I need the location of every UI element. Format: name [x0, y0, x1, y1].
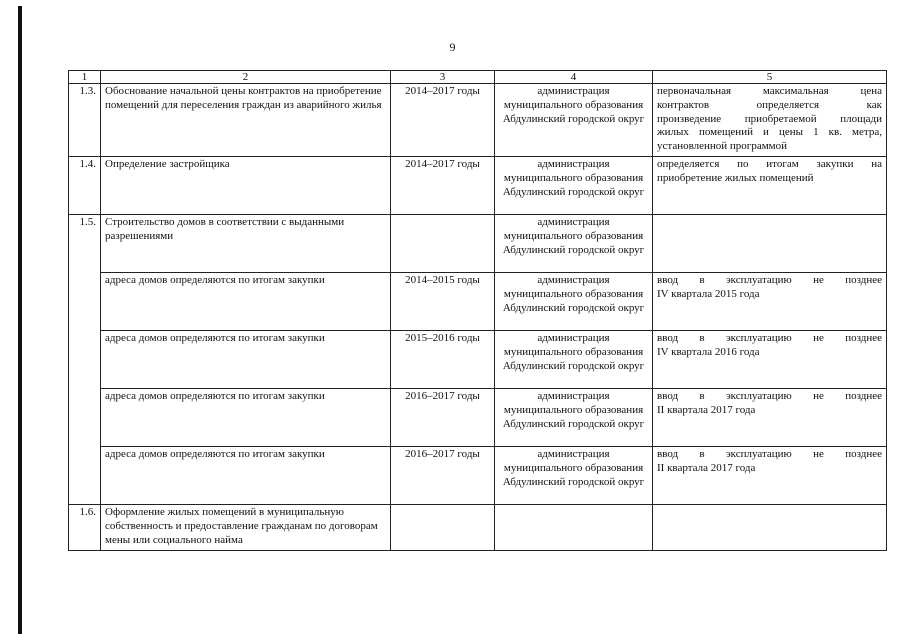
header-col-3: 3: [391, 71, 495, 84]
expected-result: [653, 214, 887, 272]
row-number: [69, 272, 101, 330]
header-col-2: 2: [101, 71, 391, 84]
expected-result: [653, 330, 887, 388]
result-line: контрактов определяется как: [657, 98, 882, 111]
scan-edge-bar: [18, 6, 22, 634]
header-col-1: 1: [69, 71, 101, 84]
header-col-5: 5: [653, 71, 887, 84]
header-row: [69, 71, 887, 84]
measure-description: Обоснование начальной цены контрактов на приобретение помещений для переселения граждан из аварийного жилья: [101, 84, 391, 157]
row-number: 1.6.: [69, 504, 101, 550]
row-number: 1.5.: [69, 214, 101, 272]
execution-term: 2015–2016 годы: [391, 330, 495, 388]
measure-description: адреса домов определяются по итогам закупки: [101, 446, 391, 504]
result-line: II квартала 2017 года: [657, 403, 756, 416]
execution-term: [391, 504, 495, 550]
responsible-executor: администрация муниципального образования Абдулинский городской округ: [495, 446, 653, 504]
table-row: [69, 214, 887, 272]
table-row: [69, 388, 887, 446]
result-line: IV квартала 2015 года: [657, 287, 760, 300]
responsible-executor: администрация муниципального образования Абдулинский городской округ: [495, 388, 653, 446]
result-line: определяется по итогам закупки на: [657, 157, 882, 170]
row-number: [69, 388, 101, 446]
result-line: ввод в эксплуатацию не позднее: [657, 273, 882, 286]
result-line: произведение приобретаемой площади: [657, 112, 882, 125]
execution-term: 2016–2017 годы: [391, 446, 495, 504]
expected-result: [653, 272, 887, 330]
expected-result: [653, 84, 887, 157]
row-number: 1.3.: [69, 84, 101, 157]
result-line: установленной программой: [657, 140, 788, 153]
header-col-4: 4: [495, 71, 653, 84]
result-line: ввод в эксплуатацию не позднее: [657, 447, 882, 460]
execution-term: 2016–2017 годы: [391, 388, 495, 446]
row-number: [69, 446, 101, 504]
table-row: [69, 330, 887, 388]
row-number: 1.4.: [69, 156, 101, 214]
responsible-executor: администрация муниципального образования Абдулинский городской округ: [495, 330, 653, 388]
table-row: [69, 504, 887, 550]
expected-result: [653, 446, 887, 504]
measure-description: Оформление жилых помещений в муниципальную собственность и предоставление гражданам по договорам мены или социального найма: [101, 504, 391, 550]
table-row: [69, 446, 887, 504]
result-line: приобретение жилых помещений: [657, 171, 814, 184]
result-line: ввод в эксплуатацию не позднее: [657, 389, 882, 402]
result-line: ввод в эксплуатацию не позднее: [657, 331, 882, 344]
page-number: 9: [449, 40, 456, 54]
execution-term: 2014–2015 годы: [391, 272, 495, 330]
result-line: первоначальная максимальная цена: [657, 85, 882, 97]
responsible-executor: [495, 504, 653, 550]
execution-term: [391, 214, 495, 272]
result-line: II квартала 2017 года: [657, 461, 756, 474]
table-row: [69, 156, 887, 214]
measure-description: Определение застройщика: [101, 156, 391, 214]
table-row: [69, 272, 887, 330]
measures-table: [68, 70, 887, 551]
responsible-executor: администрация муниципального образования Абдулинский городской округ: [495, 214, 653, 272]
responsible-executor: администрация муниципального образования Абдулинский городской округ: [495, 84, 653, 157]
responsible-executor: администрация муниципального образования Абдулинский городской округ: [495, 272, 653, 330]
result-line: IV квартала 2016 года: [657, 345, 760, 358]
expected-result: [653, 504, 887, 550]
result-line: жилых помещений и цены 1 кв. метра,: [657, 126, 882, 139]
responsible-executor: администрация муниципального образования Абдулинский городской округ: [495, 156, 653, 214]
expected-result: [653, 156, 887, 214]
row-number: [69, 330, 101, 388]
measure-description: адреса домов определяются по итогам закупки: [101, 272, 391, 330]
execution-term: 2014–2017 годы: [391, 84, 495, 157]
table-body: [69, 84, 887, 551]
table-row: [69, 84, 887, 157]
measure-description: адреса домов определяются по итогам закупки: [101, 330, 391, 388]
expected-result: [653, 388, 887, 446]
execution-term: 2014–2017 годы: [391, 156, 495, 214]
measure-description: адреса домов определяются по итогам закупки: [101, 388, 391, 446]
measure-description: Строительство домов в соответствии с выданными разрешениями: [101, 214, 391, 272]
